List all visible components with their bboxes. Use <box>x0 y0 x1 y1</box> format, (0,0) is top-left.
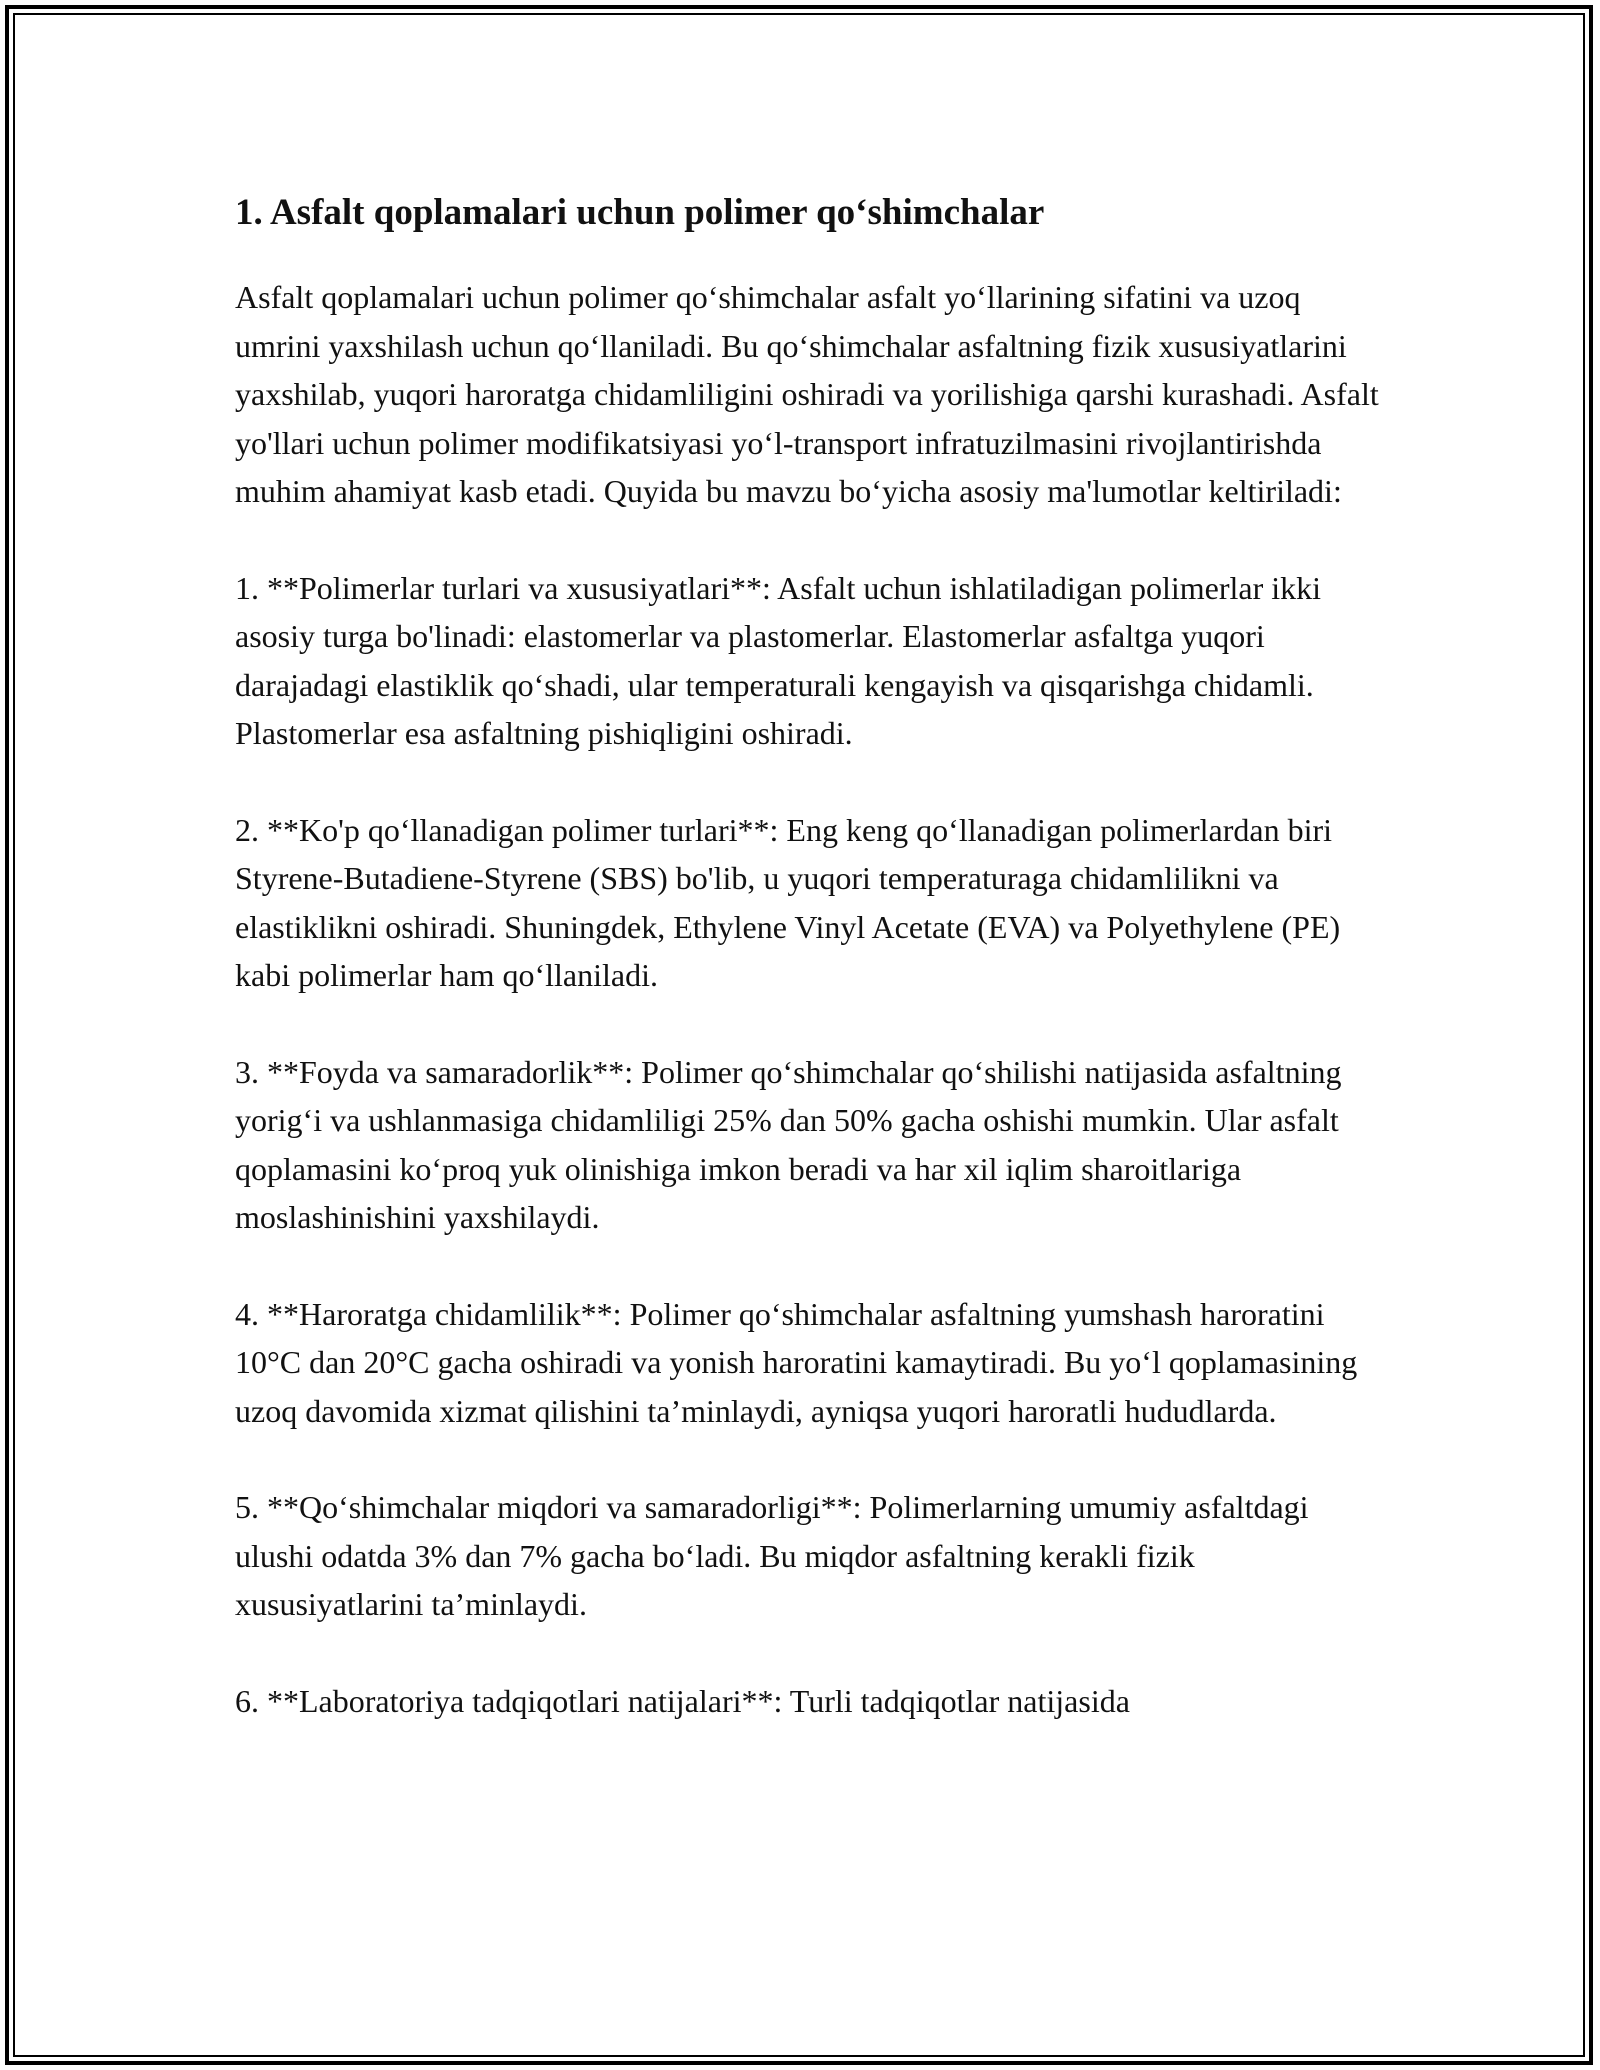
section-heading: 1. Asfalt qoplamalari uchun polimer qo‘shimchalar <box>235 192 1045 233</box>
paragraph-temperature-resistance: 4. **Haroratga chidamlilik**: Polimer qo‘shimchalar asfaltning yumshash haroratini 10°C dan 20°C gacha oshiradi va yonish haroratini kamaytiradi. Bu yo‘l qoplamasining uzoq davomida xizmat qilishini ta’minlaydi, ayniqsa yuqori haroratli hududlarda. <box>235 1295 1358 1429</box>
paragraph-polymer-types: 1. **Polimerlar turlari va xususiyatlari**: Asfalt uchun ishlatiladigan polimerlar ikki asosiy turga bo'linadi: elastomerlar va plastomerlar. Elastomerlar asfaltga yuqori darajadagi elastiklik qo‘shadi, ular temperaturali kengayish va qisqarishga chidamli. Plastomerlar esa asfaltning pishiqligini oshiradi. <box>235 569 1321 751</box>
paragraph-additive-amount: 5. **Qo‘shimchalar miqdori va samaradorligi**: Polimerlarning umumiy asfaltdagi ulushi odatda 3% dan 7% gacha bo‘ladi. Bu miqdor asfaltning kerakli fizik xususiyatlarini ta’minlaydi. <box>235 1489 1309 1622</box>
paragraph-common-polymers: 2. **Ko'p qo‘llanadigan polimer turlari**: Eng keng qo‘llanadigan polimerlardan biri Styrene-Butadiene-Styrene (SBS) bo'lib, u yuqori temperaturaga chidamlilikni va elastiklikni oshiradi. Shuningdek, Ethylene Vinyl Acetate (EVA) va Polyethylene (PE) kabi polimerlar ham qo‘llaniladi. <box>235 811 1341 993</box>
paragraph-benefits: 3. **Foyda va samaradorlik**: Polimer qo‘shimchalar qo‘shilishi natijasida asfaltning yorig‘i va ushlanmasiga chidamliligi 25% dan 50% gacha oshishi mumkin. Ular asfalt qoplamasini ko‘proq yuk olinishiga imkon beradi va har xil iqlim sharoitlariga moslashinishini yaxshilaydi. <box>235 1053 1342 1235</box>
paragraph-lab-results: 6. **Laboratoriya tadqiqotlari natijalari**: Turli tadqiqotlar natijasida <box>235 1682 1130 1719</box>
intro-paragraph: Asfalt qoplamalari uchun polimer qo‘shimchalar asfalt yo‘llarining sifatini va uzoq umrini yaxshilash uchun qo‘llaniladi. Bu qo‘shimchalar asfaltning fizik xususiyatlarini yaxshilab, yuqori haroratga chidamliligini oshiradi va yorilishiga qarshi kurashadi. Asfalt yo'llari uchun polimer modifikatsiyasi yo‘l-transport infratuzilmasini rivojlantirishda muhim ahamiyat kasb etadi. Quyida bu mavzu bo‘yicha asosiy ma'lumotlar keltiriladi: <box>235 279 1379 509</box>
document-body <box>235 185 1385 1773</box>
